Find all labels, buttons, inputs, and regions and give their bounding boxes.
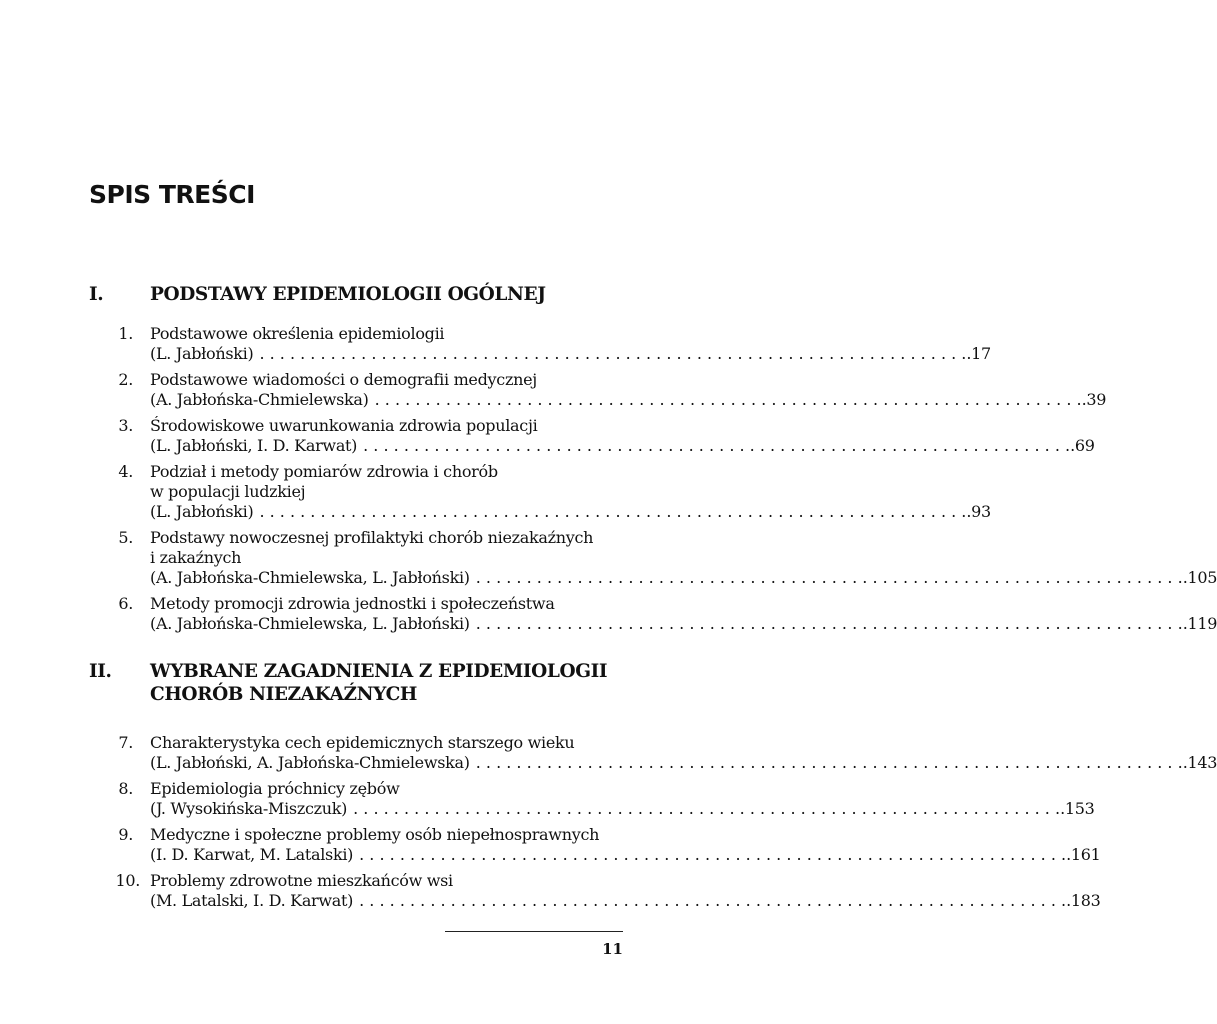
dot-leader	[476, 568, 1183, 588]
entry-title: w populacji ludzkiej	[150, 482, 306, 501]
entry-title: Podstawy nowoczesnej profilaktyki chorób niezakaźnych	[150, 528, 594, 547]
dot-leader	[476, 614, 1183, 634]
entry-number: 9.	[118, 825, 133, 844]
toc-entry[interactable]	[89, 528, 1217, 588]
entry-page: .39	[1081, 390, 1107, 409]
entry-title: Epidemiologia próchnicy zębów	[150, 779, 400, 798]
entry-title: Problemy zdrowotne mieszkańców wsi	[150, 871, 453, 890]
entry-page: .69	[1070, 436, 1095, 455]
toc-entry[interactable]	[89, 825, 1101, 865]
entry-title: i zakaźnych	[150, 548, 242, 567]
part-number: II.	[89, 661, 112, 682]
part-title	[150, 660, 624, 706]
entry-authors: (A. Jabłońska-Chmielewska)	[150, 390, 369, 409]
dot-leader	[359, 891, 1066, 911]
entry-title: Podstawowe określenia epidemiologii	[150, 324, 445, 343]
part-heading	[89, 283, 624, 306]
dot-leader	[359, 845, 1066, 865]
part-number: I.	[89, 284, 104, 305]
entry-authors: (L. Jabłoński)	[150, 502, 254, 521]
entry-authors: (A. Jabłońska-Chmielewska, L. Jabłoński)	[150, 614, 470, 633]
entry-title: Charakterystyka cech epidemicznych starszego wieku	[150, 733, 575, 752]
entry-title: Medyczne i społeczne problemy osób niepełnosprawnych	[150, 825, 600, 844]
entry-number: 10.	[115, 871, 140, 890]
dot-leader	[259, 502, 966, 522]
entry-page: .183	[1066, 891, 1101, 910]
entry-authors: (L. Jabłoński, A. Jabłońska-Chmielewska)	[150, 753, 470, 772]
entry-authors: (L. Jabłoński, I. D. Karwat)	[150, 436, 358, 455]
entry-page: .93	[966, 502, 991, 521]
entry-authors: (A. Jabłońska-Chmielewska, L. Jabłoński)	[150, 568, 470, 587]
toc-entry[interactable]	[89, 733, 1217, 773]
part-title-line: PODSTAWY EPIDEMIOLOGII OGÓLNEJ	[150, 284, 546, 305]
entry-number: 1.	[118, 324, 133, 343]
entry-number: 5.	[118, 528, 133, 547]
entry-authors: (M. Latalski, I. D. Karwat)	[150, 891, 354, 910]
entry-list	[89, 733, 1217, 911]
toc-entry[interactable]	[89, 370, 1107, 410]
part-heading	[89, 660, 624, 706]
toc-entry[interactable]	[89, 416, 1095, 456]
entry-number: 2.	[118, 370, 133, 389]
entry-title: Podstawowe wiadomości o demografii medycznej	[150, 370, 537, 389]
entry-number: 3.	[118, 416, 133, 435]
toc-entry[interactable]	[89, 779, 1095, 819]
part-title	[150, 283, 624, 306]
entry-page: .143	[1182, 753, 1217, 772]
entry-authors: (J. Wysokińska-Miszczuk)	[150, 799, 348, 818]
entry-page: .105	[1182, 568, 1217, 587]
entry-number: 8.	[118, 779, 133, 798]
entry-authors: (I. D. Karwat, M. Latalski)	[150, 845, 354, 864]
entry-page: .161	[1066, 845, 1101, 864]
dot-leader	[363, 436, 1070, 456]
part-1	[89, 283, 1217, 640]
page-number: 11	[602, 940, 623, 958]
page-title: SPIS TREŚCI	[89, 180, 255, 209]
toc-entry[interactable]	[89, 594, 1217, 634]
dot-leader	[259, 344, 966, 364]
entry-number: 6.	[118, 594, 133, 613]
toc-entry[interactable]	[89, 324, 991, 364]
dot-leader	[375, 390, 1082, 410]
entry-number: 7.	[118, 733, 133, 752]
entry-title: Metody promocji zdrowia jednostki i społeczeństwa	[150, 594, 555, 613]
entry-page: .153	[1060, 799, 1095, 818]
entry-number: 4.	[118, 462, 133, 481]
dot-leader	[476, 753, 1183, 773]
entry-page: .17	[966, 344, 991, 363]
toc-entry[interactable]	[89, 462, 991, 522]
part-title-line: CHORÓB NIEZAKAŹNYCH	[150, 684, 417, 705]
footer-rule	[445, 931, 623, 932]
toc-entry[interactable]	[89, 871, 1101, 911]
part-2	[89, 660, 1217, 917]
entry-list	[89, 324, 1217, 634]
dot-leader	[353, 799, 1060, 819]
entry-page: .119	[1182, 614, 1217, 633]
entry-authors: (L. Jabłoński)	[150, 344, 254, 363]
entry-title: Środowiskowe uwarunkowania zdrowia populacji	[150, 416, 538, 435]
part-title-line: WYBRANE ZAGADNIENIA Z EPIDEMIOLOGII	[150, 661, 608, 682]
entry-title: Podział i metody pomiarów zdrowia i chorób	[150, 462, 498, 481]
